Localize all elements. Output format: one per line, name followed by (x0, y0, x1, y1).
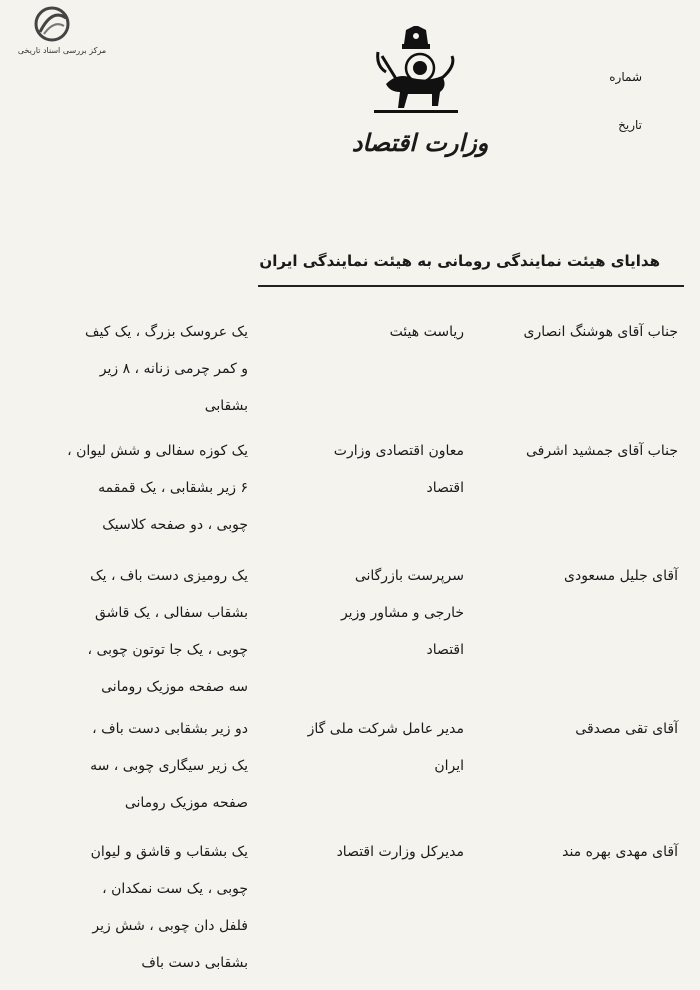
gift-description (30, 711, 248, 822)
recipient-name: آقای مهدی بهره مند (562, 844, 678, 860)
gift-line: یک بشقاب و قاشق و لیوان (90, 844, 248, 860)
recipient-name: جناب آقای هوشنگ انصاری (523, 324, 678, 340)
heading-underline (258, 285, 684, 287)
gift-line: یک عروسک بزرگ ، یک کیف (84, 324, 248, 340)
gift-line: دو زیر بشقابی دست باف ، (92, 721, 248, 737)
title-line: اقتصاد (426, 480, 464, 496)
title-line: مدیرکل وزارت اقتصاد (336, 844, 464, 860)
document-heading: هدایای هیئت نمایندگی رومانی به هیئت نمایندگی ایران (259, 252, 660, 270)
title-line: ریاست هیئت (389, 324, 464, 340)
gift-line: یک زیر سیگاری چوبی ، سه (90, 758, 248, 774)
recipient-name: جناب آقای جمشید اشرفی (526, 443, 678, 459)
recipient-name: آقای تقی مصدقی (575, 721, 678, 737)
gift-line: بشقابی (204, 398, 248, 414)
gift-description (30, 314, 248, 425)
gift-line: ۶ زیر بشقابی ، یک قمقمه (98, 480, 248, 496)
ministry-name: وزارت اقتصاد (351, 128, 489, 157)
gift-line: یک کوزه سفالی و شش لیوان ، (67, 443, 248, 459)
recipient-title (259, 834, 464, 871)
title-line: معاون اقتصادی وزارت (333, 443, 464, 459)
gift-line: و کمر چرمی زنانه ، ۸ زیر (99, 361, 248, 377)
gift-description (30, 433, 248, 544)
recipient-title (259, 711, 464, 785)
recipient-name: آقای جلیل مسعودی (564, 568, 678, 584)
number-label: شماره (609, 70, 642, 84)
gift-line: چوبی ، دو صفحه کلاسیک (102, 517, 248, 533)
recipient-title (259, 314, 464, 351)
gift-description (30, 558, 248, 706)
recipient-title (259, 433, 464, 507)
lion-and-sun-crown-emblem-icon (368, 26, 464, 116)
archive-logo-icon (30, 4, 74, 44)
gift-line: صفحه موزیک رومانی (124, 795, 248, 811)
gift-line: چوبی ، یک جا توتون چوبی ، (87, 642, 248, 658)
title-line: ایران (434, 758, 464, 774)
date-label: تاریخ (618, 118, 642, 132)
watermark-text: مرکز بررسی اسناد تاریخی (17, 46, 107, 55)
recipient-title (259, 558, 464, 669)
watermark (12, 4, 112, 60)
title-line: مدیر عامل شرکت ملی گاز (307, 721, 464, 737)
gift-description (30, 834, 248, 982)
gift-line: بشقاب سفالی ، یک قاشق (94, 605, 248, 621)
gift-line: بشقابی دست باف (141, 955, 248, 971)
title-line: خارجی و مشاور وزیر (340, 605, 464, 621)
title-line: سرپرست بازرگانی (354, 568, 464, 584)
title-line: اقتصاد (426, 642, 464, 658)
gift-line: چوبی ، یک ست نمکدان ، (102, 881, 248, 897)
gift-line: سه صفحه موزیک رومانی (101, 679, 248, 695)
gift-line: فلفل دان چوبی ، شش زیر (92, 918, 248, 934)
gift-line: یک رومیزی دست باف ، یک (90, 568, 248, 584)
